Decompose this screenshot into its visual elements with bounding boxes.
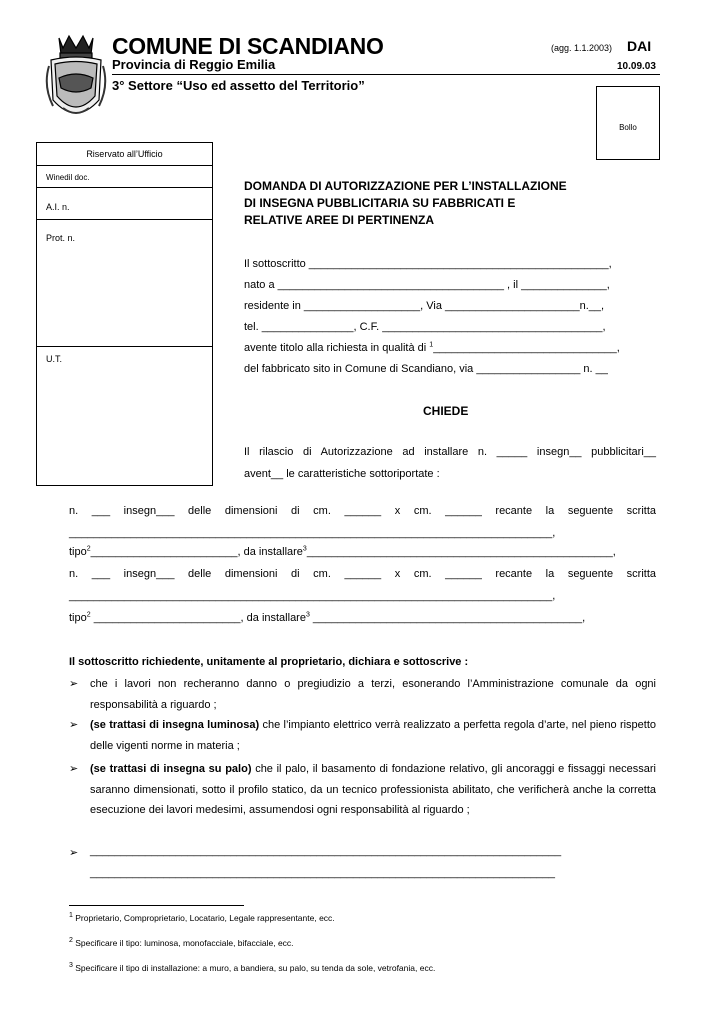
header-rule <box>112 74 660 75</box>
sign-1-text-field[interactable]: _______________________________________________________________________________, <box>69 527 556 539</box>
office-divider <box>37 219 212 220</box>
form-code: DAI <box>627 38 652 54</box>
footnote-ref: 3 <box>302 545 307 553</box>
install-blank: __________________________________________________, <box>306 546 616 558</box>
office-divider <box>37 346 212 347</box>
footnote-text: Proprietario, Comproprietario, Locatario, Legale rappresentante, ecc. <box>72 913 335 923</box>
type-label: tipo <box>69 546 87 558</box>
office-use-box <box>36 142 213 486</box>
bullet-arrow-icon: ➢ <box>69 763 79 775</box>
declaration-other-field-2[interactable]: ____________________________________________________________________________ <box>90 867 555 879</box>
stamp-label: Bollo <box>619 123 637 132</box>
request-title-line: DOMANDA DI AUTORIZZAZIONE PER L’INSTALLAZIONE <box>244 179 567 193</box>
type-blank: ________________________, da installare <box>90 546 303 558</box>
stamp-box <box>596 86 660 160</box>
declaration-text: che l’impianto elettrico verrà realizzato a perfetta regola d’arte, nel pieno rispetto delle vigenti norme in materia ; <box>90 719 657 752</box>
phone-cf-field[interactable]: tel. _______________, C.F. ____________________________________, <box>244 321 606 333</box>
birth-field[interactable]: nato a _____________________________________ , il ______________, <box>244 279 610 291</box>
footnote-rule <box>69 905 244 906</box>
sign-2-dimensions-field[interactable]: n. ___ insegn___ delle dimensioni di cm. ______ x cm. ______ recante la seguente scritta <box>69 568 656 580</box>
sign-2-text-field[interactable]: _______________________________________________________________________________, <box>69 590 556 602</box>
bullet-arrow-icon: ➢ <box>69 847 79 859</box>
footnote-3 <box>69 963 435 973</box>
municipality-title: COMUNE DI SCANDIANO <box>112 33 384 59</box>
declaration-text: che i lavori non recheranno danno o pregiudizio a terzi, esonerando l’Amministrazione comunale da ogni responsabilità a riguardo ; <box>90 678 656 711</box>
request-title-line: DI INSEGNA PUBBLICITARIA SU FABBRICATI E <box>244 196 516 210</box>
update-date: (agg. 1.1.2003) <box>551 43 613 53</box>
declaration-other-field[interactable]: _____________________________________________________________________________ <box>90 845 562 857</box>
footnote-number: 3 <box>69 962 73 970</box>
type-blank: ________________________, da installare <box>90 612 306 624</box>
footnote-ref: 3 <box>305 611 310 619</box>
sign-2-type-field[interactable] <box>69 612 585 624</box>
chiede-heading: CHIEDE <box>423 404 469 418</box>
declaration-item-luminous <box>90 715 656 756</box>
protocol-number-label: Prot. n. <box>46 233 76 243</box>
declaration-condition: (se trattasi di insegna luminosa) <box>90 719 260 731</box>
footnote-text: Specificare il tipo: luminosa, monofacciale, bifacciale, ecc. <box>72 938 294 948</box>
applicant-name-field[interactable]: Il sottoscritto _________________________________________________, <box>244 258 612 270</box>
sign-1-dimensions-field[interactable]: n. ___ insegn___ delle dimensioni di cm. ______ x cm. ______ recante la seguente scritta <box>69 505 656 517</box>
office-divider <box>37 187 212 188</box>
title-quality-blank: ______________________________, <box>433 342 620 354</box>
bullet-arrow-icon: ➢ <box>69 719 79 731</box>
release-request-line[interactable]: Il rilascio di Autorizzazione ad installare n. _____ insegn__ pubblicitari__ <box>244 446 656 458</box>
declaration-item-pole <box>90 759 656 821</box>
form-date: 10.09.03 <box>617 61 656 72</box>
declaration-item-damage <box>90 674 656 715</box>
declaration-text: che il palo, il basamento di fondazione relativo, gli ancoraggi e fissaggi necessari saranno dimensionati, sotto il profilo statico, da un tecnico professionista abilitato, che verificherà anche la corretta esecuzione dei lavori medesimi, assumendosi ogni responsabilità al riguardo ; <box>90 763 656 816</box>
footnote-number: 1 <box>69 912 73 920</box>
footnote-ref: 2 <box>86 545 91 553</box>
sign-1-type-field[interactable] <box>69 546 616 558</box>
sector-name: 3° Settore “Uso ed assetto del Territorio” <box>112 78 365 93</box>
declaration-condition: (se trattasi di insegna su palo) <box>90 763 252 775</box>
municipal-crest-icon <box>45 30 107 130</box>
title-quality-label: avente titolo alla richiesta in qualità di <box>244 342 430 354</box>
title-quality-field[interactable] <box>244 342 620 354</box>
footnote-1 <box>69 913 335 923</box>
residence-field[interactable]: residente in ___________________, Via ______________________n.__, <box>244 300 605 312</box>
building-address-field[interactable]: del fabbricato sito in Comune di Scandiano, via _________________ n. __ <box>244 363 608 375</box>
province-name: Provincia di Reggio Emilia <box>112 57 276 72</box>
request-title <box>244 178 567 229</box>
footnote-ref: 2 <box>86 611 91 619</box>
footnote-2 <box>69 938 294 948</box>
request-title-line: RELATIVE AREE DI PERTINENZA <box>244 213 435 227</box>
bullet-arrow-icon: ➢ <box>69 678 79 690</box>
ai-number-label: A.I. n. <box>46 202 70 212</box>
office-use-title: Riservato all’Ufficio <box>37 143 212 166</box>
install-blank: ____________________________________________, <box>309 612 586 624</box>
winedil-doc-label: Winedil doc. <box>46 173 90 182</box>
footnote-text: Specificare il tipo di installazione: a muro, a bandiera, su palo, su tenda da sole, vetrofania, ecc. <box>72 963 436 973</box>
footnote-ref: 1 <box>429 341 434 349</box>
footnote-number: 2 <box>69 937 73 945</box>
declaration-heading: Il sottoscritto richiedente, unitamente al proprietario, dichiara e sottoscrive : <box>69 656 469 668</box>
type-label: tipo <box>69 612 87 624</box>
ut-label: U.T. <box>46 354 63 364</box>
release-characteristics-line[interactable]: avent__ le caratteristiche sottoriportate : <box>244 468 440 480</box>
